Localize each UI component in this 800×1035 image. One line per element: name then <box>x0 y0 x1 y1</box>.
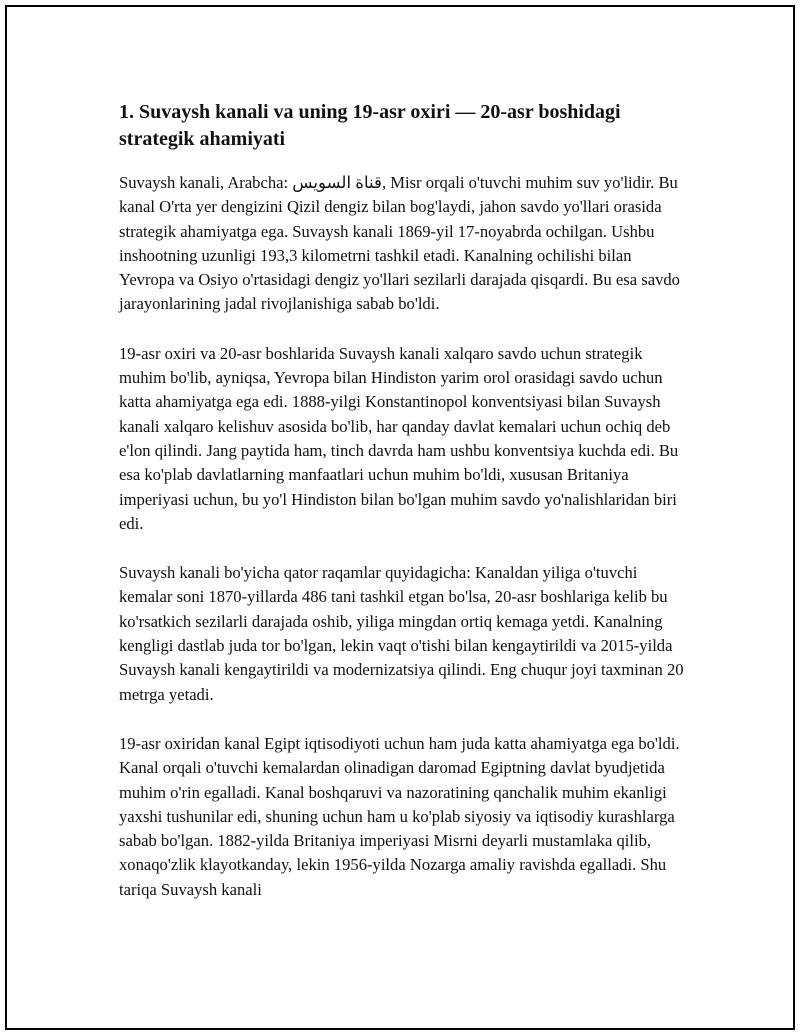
paragraph-intro: Suvaysh kanali, Arabcha: قناة السويس, Misr orqali o'tuvchi muhim suv yo'lidir. Bu kanal O'rta yer dengizini Qizil dengiz bilan bog'laydi, jahon savdo yo'llari orasida strategik ahamiyatga ega. Suvaysh kanali 1869-yil 17-noyabrda ochilgan. Ushbu inshootning uzunligi 193,3 kilometrni tashkil etadi. Kanalning ochilishi bilan Yevropa va Osiyo o'rtasidagi dengiz yo'llari sezilarli darajada qisqardi. Bu esa savdo jarayonlarining jadal rivojlanishiga sabab bo'ldi. <box>119 173 680 314</box>
document-page <box>5 5 795 1030</box>
paragraph-statistics: Suvaysh kanali bo'yicha qator raqamlar quyidagicha: Kanaldan yiliga o'tuvchi kemalar soni 1870-yillarda 486 tani tashkil etgan bo'lsa, 20-asr boshlariga kelib bu ko'rsatkich sezilarli darajada oshib, yiliga mingdan ortiq kemaga yetdi. Kanalning kengligi dastlab juda tor bo'lgan, lekin vaqt o'tishi bilan kengaytirildi va 2015-yilda Suvaysh kanali kengaytirildi va modernizatsiya qilindi. Eng chuqur joyi taxminan 20 metrga yetadi. <box>119 563 684 704</box>
section-heading: 1. Suvaysh kanali va uning 19-asr oxiri — 20-asr boshidagi strategik ahamiyati <box>119 101 621 150</box>
document-body <box>119 99 689 927</box>
paragraph-economy: 19-asr oxiridan kanal Egipt iqtisodiyoti uchun ham juda katta ahamiyatga ega bo'ldi. Kanal orqali o'tuvchi kemalardan olinadigan daromad Egiptning davlat byudjetida muhim o'rin egalladi. Kanal boshqaruvi va nazoratining qanchalik muhim ekanligi yaxshi tushunilar edi, shuning uchun ham u ko'plab siyosiy va iqtisodiy kurashlarga sabab bo'lgan. 1882-yilda Britaniya imperiyasi Misrni deyarli mustamlaka qilib, xonaqo'zlik klayotkanday, lekin 1956-yilda Nozarga amaliy ravishda egalladi. Shu tariqa Suvaysh kanali <box>119 733 680 899</box>
paragraph-strategic-importance: 19-asr oxiri va 20-asr boshlarida Suvaysh kanali xalqaro savdo uchun strategik muhim bo'lib, ayniqsa, Yevropa bilan Hindiston yarim orol orasidagi savdo uchun katta ahamiyatga ega edi. 1888-yilgi Konstantinopol konventsiyasi bilan Suvaysh kanali xalqaro kelishuv asosida bo'lib, har qanday davlat kemalari uchun ochiq deb e'lon qilindi. Jang paytida ham, tinch davrda ham ushbu konventsiya kuchda edi. Bu esa ko'plab davlatlarning manfaatlari uchun muhim bo'ldi, xususan Britaniya imperiyasi uchun, bu yo'l Hindiston bilan bo'lgan muhim savdo yo'nalishlaridan biri edi. <box>119 343 679 533</box>
